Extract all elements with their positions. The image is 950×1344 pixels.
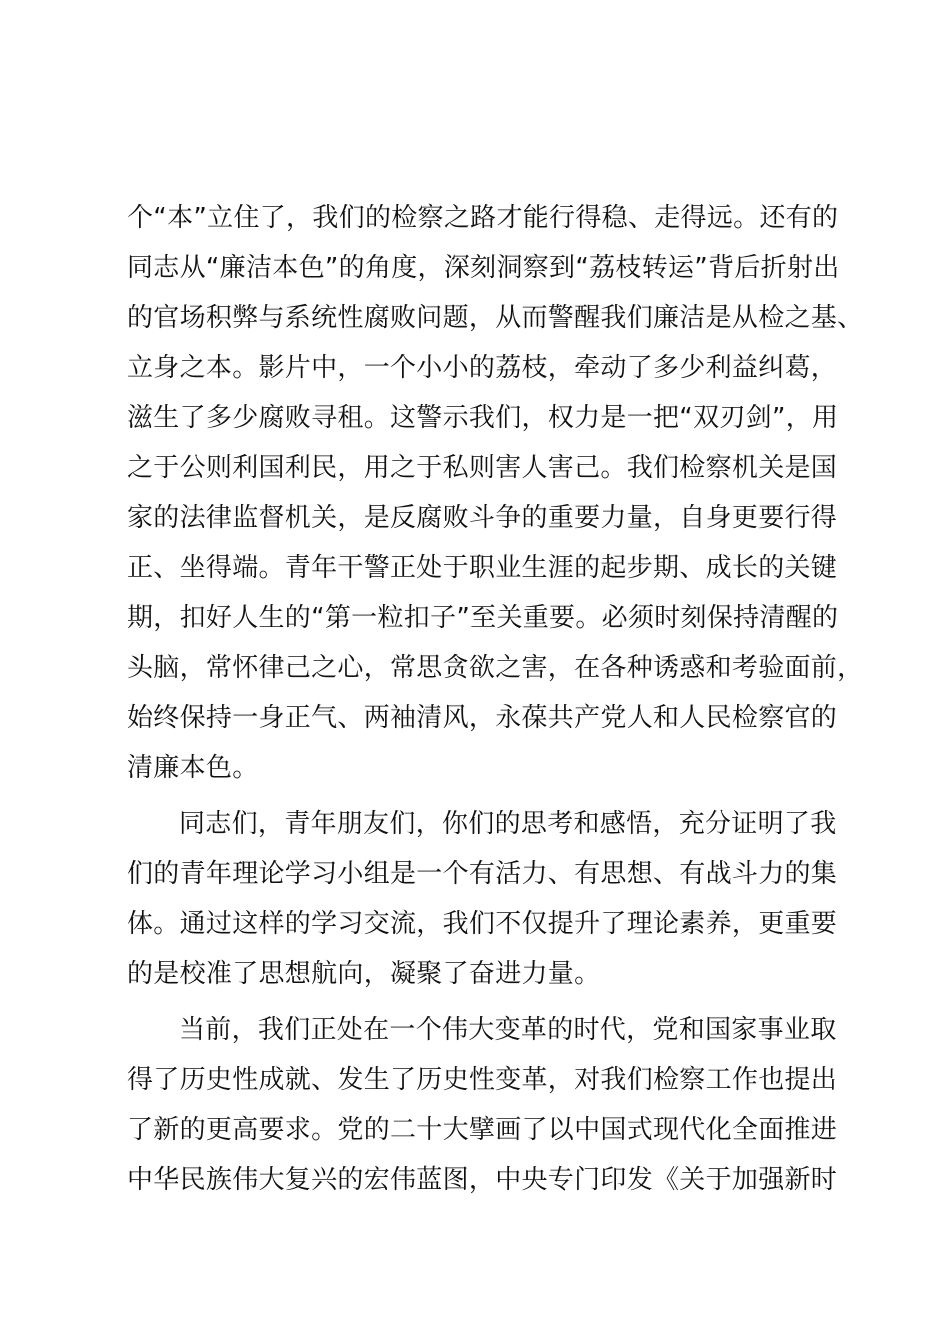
text-line: 同志从“廉洁本色”的角度，深刻洞察到“荔枝转运”背后折射出 [127,253,840,283]
text-line: 了新的更高要求。党的二十大擘画了以中国式现代化全面推进 [127,1115,838,1145]
text-line: 的是校准了思想航向，凝聚了奋进力量。 [127,959,601,989]
text-line: 正、坐得端。青年干警正处于职业生涯的起步期、成长的关键 [127,553,838,583]
text-line: 头脑，常怀律己之心，常思贪欲之害，在各种诱惑和考验面前， [127,653,864,683]
text-line: 家的法律监督机关，是反腐败斗争的重要力量，自身更要行得 [127,503,838,533]
text-line: 中华民族伟大复兴的宏伟蓝图，中央专门印发《关于加强新时 [127,1165,838,1195]
text-line: 清廉本色。 [127,753,259,783]
text-line: 个“本”立住了，我们的检察之路才能行得稳、走得远。还有的 [127,203,839,233]
text-line: 期，扣好人生的“第一粒扣子”至关重要。必须时刻保持清醒的 [127,603,839,633]
text-line: 的官场积弊与系统性腐败问题，从而警醒我们廉洁是从检之基、 [127,303,864,333]
text-line: 之于公则利国利民，用之于私则害人害己。我们检察机关是国 [127,453,838,483]
text-line: 滋生了多少腐败寻租。这警示我们，权力是一把“双刃剑”，用 [127,403,839,433]
document-body [127,193,864,1205]
text-line: 始终保持一身正气、两袖清风，永葆共产党人和人民检察官的 [127,703,838,733]
text-line: 体。通过这样的学习交流，我们不仅提升了理论素养，更重要 [127,909,838,939]
text-line: 当前，我们正处在一个伟大变革的时代，党和国家事业取 [179,1015,837,1045]
text-line: 得了历史性成就、发生了历史性变革，对我们检察工作也提出 [127,1065,838,1095]
text-line: 同志们，青年朋友们，你们的思考和感悟，充分证明了我 [179,809,837,839]
text-line: 们的青年理论学习小组是一个有活力、有思想、有战斗力的集 [127,859,838,889]
text-line: 立身之本。影片中，一个小小的荔枝，牵动了多少利益纠葛， [127,353,838,383]
